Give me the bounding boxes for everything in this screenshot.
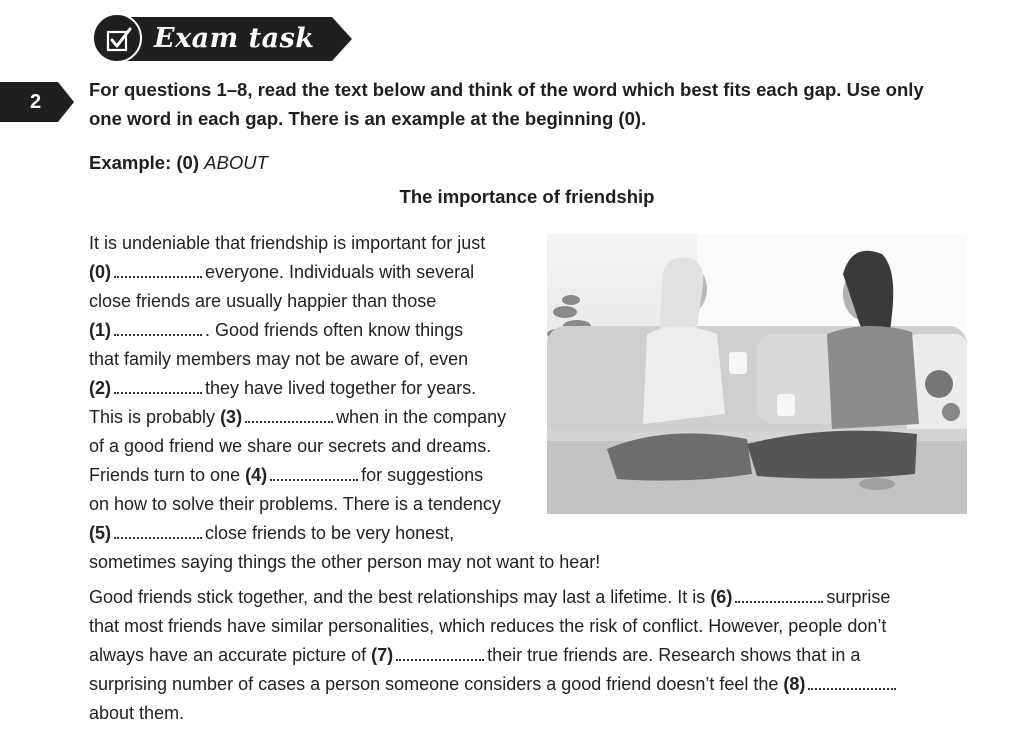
example-label: Example: (0) bbox=[89, 152, 200, 173]
gap-number: (1) bbox=[89, 320, 111, 340]
question-number-badge bbox=[0, 82, 74, 122]
text-line bbox=[89, 670, 959, 699]
text-run: their true friends are. Research shows that in a bbox=[487, 645, 861, 665]
text-run: that most friends have similar personalities, which reduces the risk of conflict. However, people don’t bbox=[89, 616, 887, 636]
text-run: about them. bbox=[89, 703, 185, 723]
text-line bbox=[89, 287, 534, 316]
text-run: they have lived together for years. bbox=[205, 378, 477, 398]
text-run: surprise bbox=[826, 587, 891, 607]
text-run: sometimes saying things the other person may not want to hear! bbox=[89, 552, 601, 572]
text-line bbox=[89, 316, 534, 345]
text-run: everyone. Individuals with several bbox=[205, 262, 475, 282]
text-run: of a good friend we share our secrets and dreams. bbox=[89, 436, 492, 456]
text-line bbox=[89, 699, 959, 728]
gap-number: (8) bbox=[783, 674, 806, 694]
text-line bbox=[89, 345, 534, 374]
gap-number: (6) bbox=[710, 587, 733, 607]
text-line bbox=[89, 583, 959, 612]
article-title: The importance of friendship bbox=[399, 186, 655, 207]
answer-gap[interactable] bbox=[114, 521, 202, 539]
text-run: that family members may not be aware of, even bbox=[89, 349, 469, 369]
text-line bbox=[89, 229, 534, 258]
text-line bbox=[89, 519, 534, 548]
example-answer: ABOUT bbox=[204, 152, 268, 173]
example-line bbox=[89, 150, 268, 176]
answer-gap[interactable] bbox=[270, 463, 358, 481]
answer-gap[interactable] bbox=[735, 585, 823, 603]
text-run: always have an accurate picture of bbox=[89, 645, 372, 665]
text-line bbox=[89, 432, 534, 461]
text-line bbox=[89, 461, 534, 490]
text-line bbox=[89, 548, 969, 577]
banner-circle bbox=[92, 13, 142, 63]
banner-arrow-tip bbox=[332, 17, 352, 61]
answer-gap[interactable] bbox=[114, 318, 202, 336]
text-run: on how to solve their problems. There is a tendency bbox=[89, 494, 501, 514]
gap-number: (5) bbox=[89, 523, 111, 543]
answer-gap[interactable] bbox=[245, 405, 333, 423]
answer-gap[interactable] bbox=[396, 643, 484, 661]
question-number: 2 bbox=[30, 91, 42, 113]
text-run: It is undeniable that friendship is important for just bbox=[89, 233, 486, 253]
friends-photo bbox=[547, 234, 967, 514]
text-run: Good friends stick together, and the best relationships may last a lifetime. It is bbox=[89, 587, 711, 607]
paragraph-1-tail bbox=[89, 548, 969, 577]
text-run: when in the company bbox=[336, 407, 507, 427]
gap-number: (2) bbox=[89, 378, 111, 398]
text-run: close friends are usually happier than those bbox=[89, 291, 437, 311]
text-run: surprising number of cases a person someone considers a good friend doesn’t feel the bbox=[89, 674, 784, 694]
paragraph-2 bbox=[89, 583, 959, 728]
text-run: . Good friends often know things bbox=[205, 320, 464, 340]
banner-title: Exam task bbox=[154, 23, 315, 54]
gap-number: (3) bbox=[220, 407, 243, 427]
gap-number: (4) bbox=[245, 465, 268, 485]
paragraph-1 bbox=[89, 229, 534, 548]
exam-task-banner bbox=[92, 13, 352, 65]
answer-gap[interactable] bbox=[114, 260, 202, 278]
answer-gap[interactable] bbox=[114, 376, 202, 394]
text-line bbox=[89, 403, 534, 432]
text-run: Friends turn to one bbox=[89, 465, 246, 485]
text-line bbox=[89, 612, 959, 641]
instructions: For questions 1–8, read the text below and think of the word which best fits each gap. Use only one word in each gap. There is an example at the beginning (0). bbox=[89, 79, 924, 129]
text-line bbox=[89, 258, 534, 287]
text-run: for suggestions bbox=[361, 465, 484, 485]
text-line bbox=[89, 374, 534, 403]
gap-number: (7) bbox=[371, 645, 394, 665]
text-run: This is probably bbox=[89, 407, 221, 427]
text-line bbox=[89, 641, 959, 670]
checkbox-icon bbox=[106, 27, 132, 53]
text-run: close friends to be very honest, bbox=[205, 523, 455, 543]
gap-number: (0) bbox=[89, 262, 111, 282]
text-line bbox=[89, 490, 534, 519]
answer-gap[interactable] bbox=[808, 672, 896, 690]
